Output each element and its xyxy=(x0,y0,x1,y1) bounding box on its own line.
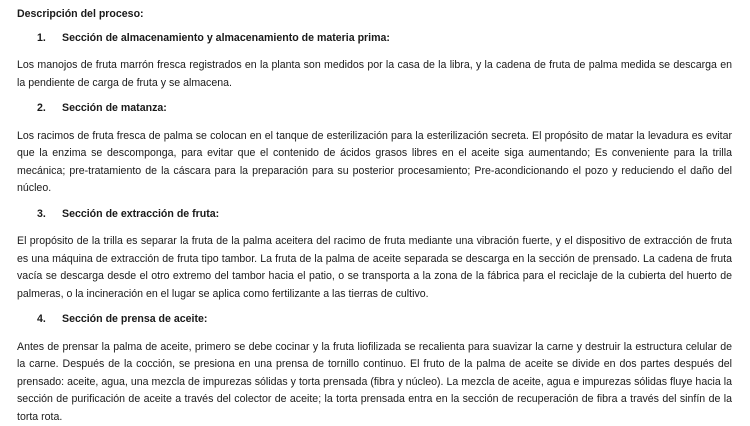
section-body-1: Los manojos de fruta marrón fresca registrados en la planta son medidos por la casa de la libra, y la cadena de fruta de palma medida se descarga en la pendiente de carga de fruta y se almacena. xyxy=(17,57,732,92)
document-page xyxy=(17,0,750,426)
section-body-3: El propósito de la trilla es separar la fruta de la palma aceitera del racimo de fruta mediante una vibración fuerte, y el dispositivo de extracción de fruta es una máquina de extracción de fruta tipo tambor. La fruta de la palma de aceite separada se descarga en la sección de prensado. La cadena de fruta vacía se descarga desde el otro extremo del tambor hacia el patio, o se transporta a la zona de la fábrica para el reciclaje de la cubierta del huerto de palmeras, o la incineración en el lugar se aplica como fertilizante a las tierras de cultivo. xyxy=(17,233,732,303)
section-title: Sección de prensa de aceite: xyxy=(62,311,207,329)
section-body-4: Antes de prensar la palma de aceite, primero se debe cocinar y la fruta liofilizada se recalienta para suavizar la carne y destruir la estructura celular de la carne. Después de la cocción, se presiona en una prensa de tornillo continuo. El fruto de la palma de aceite se divide en dos partes después del prensado: aceite, agua, una mezcla de impurezas sólidas y torta prensada (fibra y núcleo). La mezcla de aceite, agua e impurezas sólidas fluye hacia la sección de purificación de aceite a través del colector de aceite; la torta prensada entra en la sección de recuperación de fibra a través del sinfín de la torta rota. xyxy=(17,339,732,426)
section-number: 2. xyxy=(37,100,62,118)
section-heading-3 xyxy=(17,206,750,224)
section-heading-4 xyxy=(17,311,750,329)
section-number: 1. xyxy=(37,30,62,48)
section-number: 4. xyxy=(37,311,62,329)
section-number: 3. xyxy=(37,206,62,224)
section-heading-1 xyxy=(17,30,750,48)
section-title: Sección de extracción de fruta: xyxy=(62,206,219,224)
section-title: Sección de almacenamiento y almacenamiento de materia prima: xyxy=(62,30,390,48)
document-title: Descripción del proceso: xyxy=(17,6,750,24)
section-body-2: Los racimos de fruta fresca de palma se colocan en el tanque de esterilización para la esterilización secreta. El propósito de matar la levadura es evitar que la enzima se descomponga, para evitar que el contenido de ácidos grasos libres en el aceite siga aumentando; Es conveniente para la trilla mecánica; pre-tratamiento de la cáscara para la preparación para su posterior procesamiento; Pre-acondicionando el pozo y reduciendo el daño del núcleo. xyxy=(17,128,732,198)
section-heading-2 xyxy=(17,100,750,118)
section-title: Sección de matanza: xyxy=(62,100,167,118)
